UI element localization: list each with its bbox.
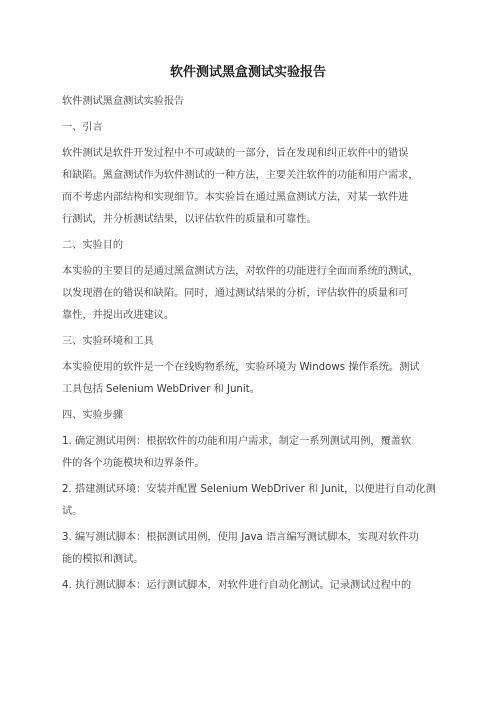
paragraph-line: 软件测试是软件开发过程中不可或缺的一部分，旨在发现和纠正软件中的错误 bbox=[62, 148, 409, 159]
section-heading: 四、实验步骤 bbox=[62, 410, 124, 421]
paragraph-line: 和缺陷。黑盒测试作为软件测试的一种方法，主要关注软件的功能和用户需求， bbox=[62, 170, 419, 181]
paragraph-line: 靠性，并提出改进建议。 bbox=[62, 310, 175, 321]
list-item-line: 4. 执行测试脚本：运行测试脚本，对软件进行自动化测试。记录测试过程中的 bbox=[62, 580, 412, 591]
list-item-line: 3. 编写测试脚本：根据测试用例，使用 Java 语言编写测试脚本，实现对软件功 bbox=[62, 532, 419, 543]
paragraph-line: 本实验的主要目的是通过黑盒测试方法，对软件的功能进行全面而系统的测试， bbox=[62, 266, 419, 277]
section-heading: 二、实验目的 bbox=[62, 240, 124, 251]
paragraph-line: 本实验使用的软件是一个在线购物系统，实验环境为 Windows 操作系统。测试 bbox=[62, 362, 420, 373]
list-item-line: 能的模拟和测试。 bbox=[62, 554, 144, 565]
section-heading: 一、引言 bbox=[62, 122, 103, 133]
paragraph-line: 工具包括 Selenium WebDriver 和 Junit。 bbox=[62, 384, 260, 395]
subtitle-line: 软件测试黑盒测试实验报告 bbox=[62, 96, 185, 107]
paragraph-line: 以发现潜在的错误和缺陷。同时，通过测试结果的分析，评估软件的质量和可 bbox=[62, 288, 409, 299]
paragraph-line: 行测试，并分析测试结果，以评估软件的质量和可靠性。 bbox=[62, 214, 317, 225]
list-item-line: 2. 搭建测试环境：安装并配置 Selenium WebDriver 和 Junit，以便进行自动化测 bbox=[62, 484, 436, 495]
list-item-line: 试。 bbox=[62, 506, 83, 517]
list-item-line: 件的各个功能模块和边界条件。 bbox=[62, 458, 205, 469]
document-title: 软件测试黑盒测试实验报告 bbox=[169, 65, 326, 80]
list-item-line: 1. 确定测试用例：根据软件的功能和用户需求，制定一系列测试用例，覆盖软 bbox=[62, 436, 412, 447]
section-heading: 三、实验环境和工具 bbox=[62, 336, 154, 347]
paragraph-line: 而不考虑内部结构和实现细节。本实验旨在通过黑盒测试方法，对某一软件进 bbox=[62, 192, 409, 203]
